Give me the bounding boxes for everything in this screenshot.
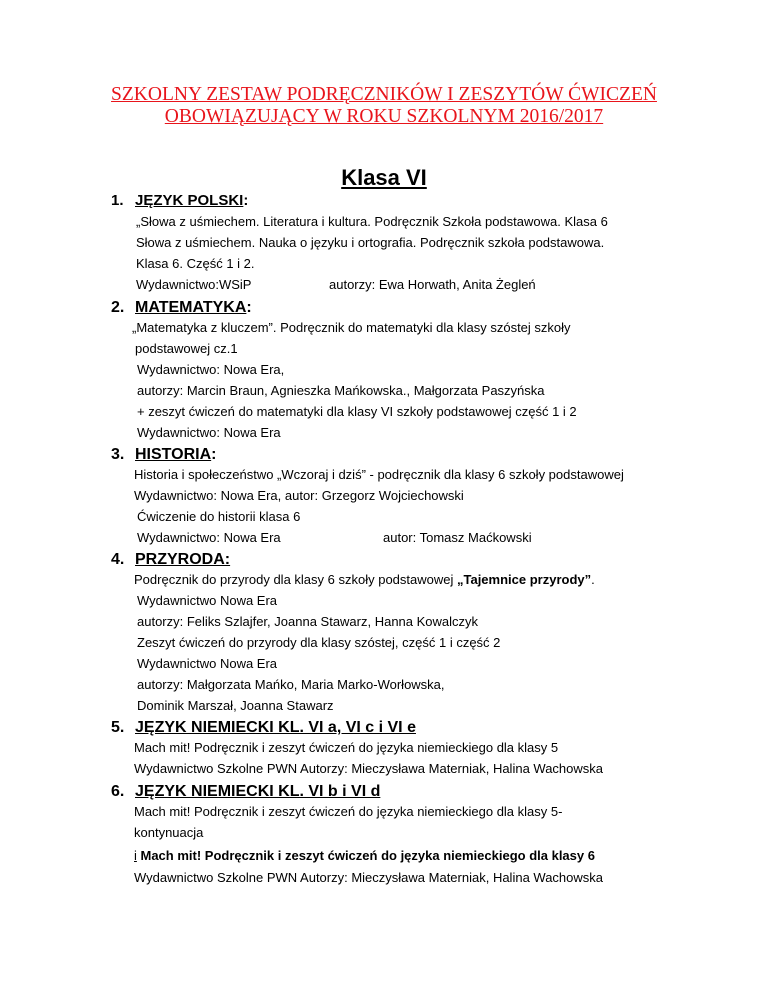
section-number: 3. — [111, 446, 125, 463]
section-line: Klasa 6. Część 1 i 2. — [136, 256, 255, 271]
section-line: Ćwiczenie do historii klasa 6 — [137, 509, 301, 524]
section-heading-nature — [111, 551, 230, 569]
book-title: Mach mit! Podręcznik i zeszyt ćwiczeń do języka niemieckiego dla klasy 6 — [136, 848, 595, 863]
section-line: Dominik Marszał, Joanna Stawarz — [137, 698, 334, 713]
section-title: JĘZYK NIEMIECKI KL. VI b i VI d — [135, 783, 381, 800]
book-title: „Tajemnice przyrody” — [456, 572, 592, 587]
section-line: autorzy: Marcin Braun, Agnieszka Mańkowska., Małgorzata Paszyńska — [137, 383, 545, 398]
section-line: Wydawnictwo: Nowa Era — [137, 425, 281, 440]
section-title: JĘZYK NIEMIECKI KL. VI a, VI c i VI e — [135, 719, 416, 736]
class-title: Klasa VI — [341, 165, 427, 190]
header-line-1: SZKOLNY ZESTAW PODRĘCZNIKÓW I ZESZYTÓW ĆWICZEŃ — [111, 84, 657, 105]
section-line: Wydawnictwo: Nowa Era, autor: Grzegorz Wojciechowski — [134, 488, 464, 503]
section-line: Wydawnictwo Szkolne PWN Autorzy: Mieczysława Materniak, Halina Wachowska — [134, 761, 604, 776]
section-number: 4. — [111, 551, 125, 568]
section-line: Wydawnictwo Nowa Era — [137, 593, 278, 608]
section-title: JĘZYK POLSKI — [135, 192, 244, 209]
section-line: Wydawnictwo: Nowa Era, — [137, 362, 285, 377]
section-line: + zeszyt ćwiczeń do matematyki dla klasy VI szkoły podstawowej część 1 i 2 — [137, 404, 577, 419]
section-heading-math: 2. MATEMATYKA: — [111, 299, 252, 316]
section-line: Podręcznik do przyrody dla klasy 6 szkoły podstawowej „Tajemnice przyrody”. — [134, 572, 595, 587]
section-line: i Mach mit! Podręcznik i zeszyt ćwiczeń do języka niemieckiego dla klasy 6 — [134, 848, 595, 863]
section-line: Historia i społeczeństwo „Wczoraj i dziś” - podręcznik dla klasy 6 szkoły podstawowej — [134, 467, 624, 482]
section-line: Mach mit! Podręcznik i zeszyt ćwiczeń do języka niemieckiego dla klasy 5- — [134, 804, 563, 819]
section-number: 2. — [111, 299, 125, 316]
section-line: Mach mit! Podręcznik i zeszyt ćwiczeń do języka niemieckiego dla klasy 5 — [134, 740, 559, 755]
section-heading-german-bd — [111, 783, 380, 801]
section-line-authors: autorzy: Ewa Horwath, Anita Żegleń — [329, 277, 536, 292]
section-line: Wydawnictwo:WSiP — [136, 277, 252, 292]
section-title: PRZYRODA: — [135, 551, 231, 568]
section-line: Słowa z uśmiechem. Nauka o języku i ortografia. Podręcznik szkoła podstawowa. — [136, 235, 605, 250]
section-title: HISTORIA — [135, 446, 212, 463]
section-line: Wydawnictwo: Nowa Era — [137, 530, 281, 545]
header-line-2: OBOWIĄZUJĄCY W ROKU SZKOLNYM 2016/2017 — [164, 106, 604, 127]
section-line: Wydawnictwo Szkolne PWN Autorzy: Mieczysława Materniak, Halina Wachowska — [134, 870, 604, 885]
section-title: MATEMATYKA — [135, 299, 247, 316]
section-line-authors: autor: Tomasz Maćkowski — [383, 530, 532, 545]
section-heading-german-ace — [111, 719, 416, 737]
section-line: „Słowa z uśmiechem. Literatura i kultura. Podręcznik Szkoła podstawowa. Klasa 6 — [136, 214, 608, 229]
section-line: autorzy: Małgorzata Mańko, Maria Marko-Worłowska, — [137, 677, 445, 692]
section-line: autorzy: Feliks Szlajfer, Joanna Stawarz, Hanna Kowalczyk — [137, 614, 479, 629]
section-heading-polish: 1. JĘZYK POLSKI: — [111, 192, 249, 209]
section-line: Wydawnictwo Nowa Era — [137, 656, 278, 671]
section-number: 6. — [111, 783, 125, 800]
section-line: „Matematyka z kluczem”. Podręcznik do matematyki dla klasy szóstej szkoły — [132, 320, 571, 335]
section-number: 1. — [111, 192, 124, 209]
section-line: podstawowej cz.1 — [135, 341, 238, 356]
section-line: kontynuacja — [134, 825, 204, 840]
section-number: 5. — [111, 719, 125, 736]
section-line: Zeszyt ćwiczeń do przyrody dla klasy szóstej, część 1 i część 2 — [137, 635, 501, 650]
section-heading-history: 3. HISTORIA: — [111, 446, 217, 463]
document-header — [0, 84, 768, 128]
